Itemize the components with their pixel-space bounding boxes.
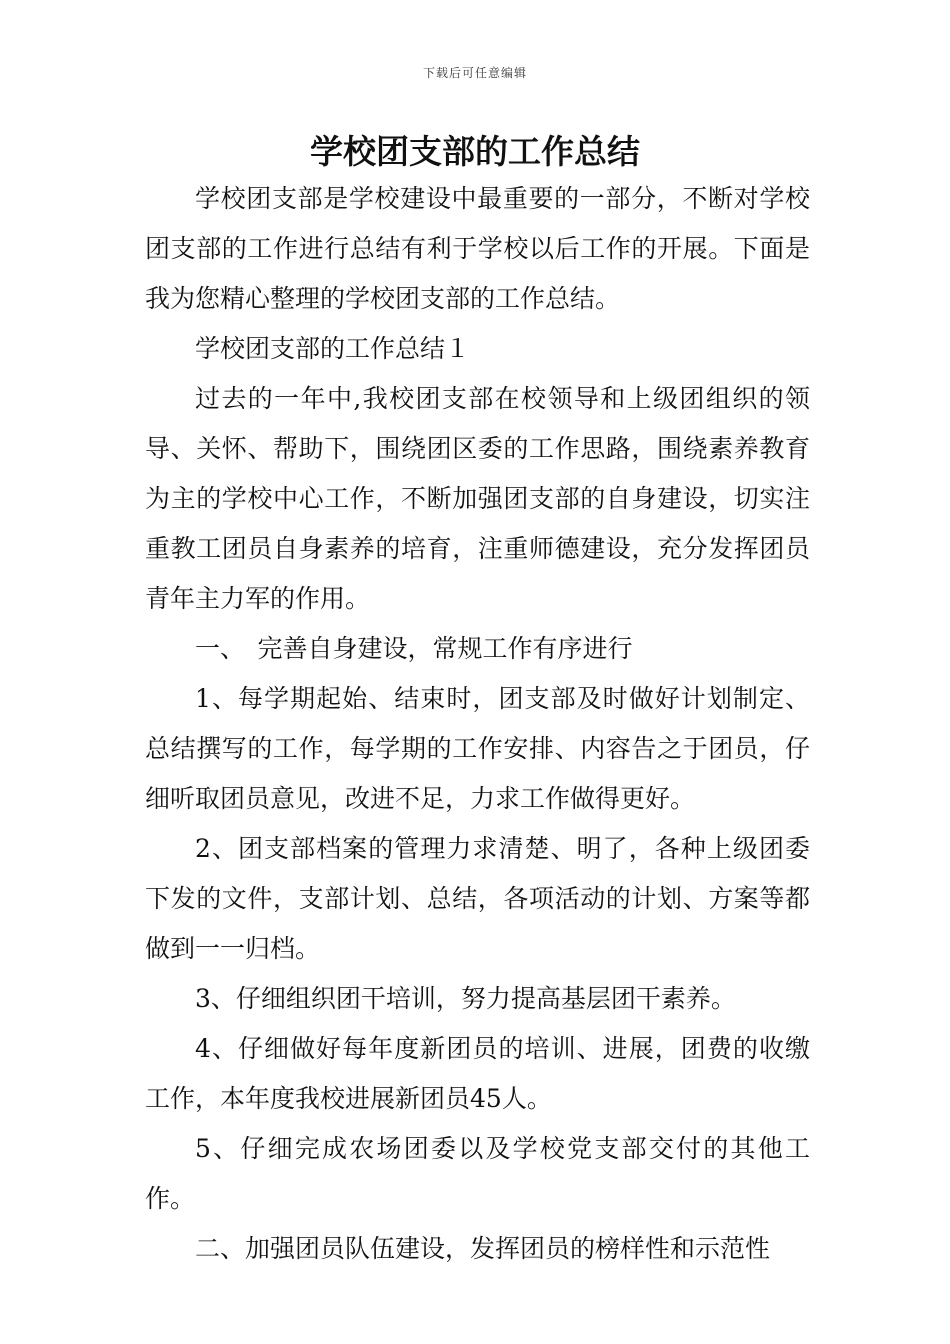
list-item: 5、仔细完成农场团委以及学校党支部交付的其他工作。 <box>145 1134 810 1213</box>
list-item: 2、团支部档案的管理力求清楚、明了，各种上级团委下发的文件，支部计划、总结，各项活动的计划、方案等都做到一一归档。 <box>145 834 810 963</box>
document-body <box>145 174 810 1274</box>
intro-paragraph: 学校团支部是学校建设中最重要的一部分，不断对学校团支部的工作进行总结有利于学校以后工作的开展。下面是我为您精心整理的学校团支部的工作总结。 <box>145 184 810 313</box>
list-item: 1、每学期起始、结束时，团支部及时做好计划制定、总结撰写的工作，每学期的工作安排、内容告之于团员，仔细听取团员意见，改进不足，力求工作做得更好。 <box>145 684 810 813</box>
section-heading: 一、 完善自身建设，常规工作有序进行 <box>195 634 633 663</box>
list-item: 3、仔细组织团干培训，努力提高基层团干素养。 <box>195 984 736 1013</box>
section-subtitle: 学校团支部的工作总结１ <box>195 334 471 363</box>
list-item: 4、仔细做好每年度新团员的培训、进展，团费的收缴工作，本年度我校进展新团员45人。 <box>145 1034 810 1113</box>
header-note: 下载后可任意编辑 <box>422 66 527 80</box>
body-paragraph: 过去的一年中,我校团支部在校领导和上级团组织的领导、关怀、帮助下，围绕团区委的工作思路，围绕素养教育为主的学校中心工作，不断加强团支部的自身建设，切实注重教工团员自身素养的培育，注重师德建设，充分发挥团员青年主力军的作用。 <box>145 384 810 613</box>
section-heading: 二、加强团员队伍建设，发挥团员的榜样性和示范性 <box>195 1234 771 1263</box>
page-title: 学校团支部的工作总结 <box>310 132 640 171</box>
